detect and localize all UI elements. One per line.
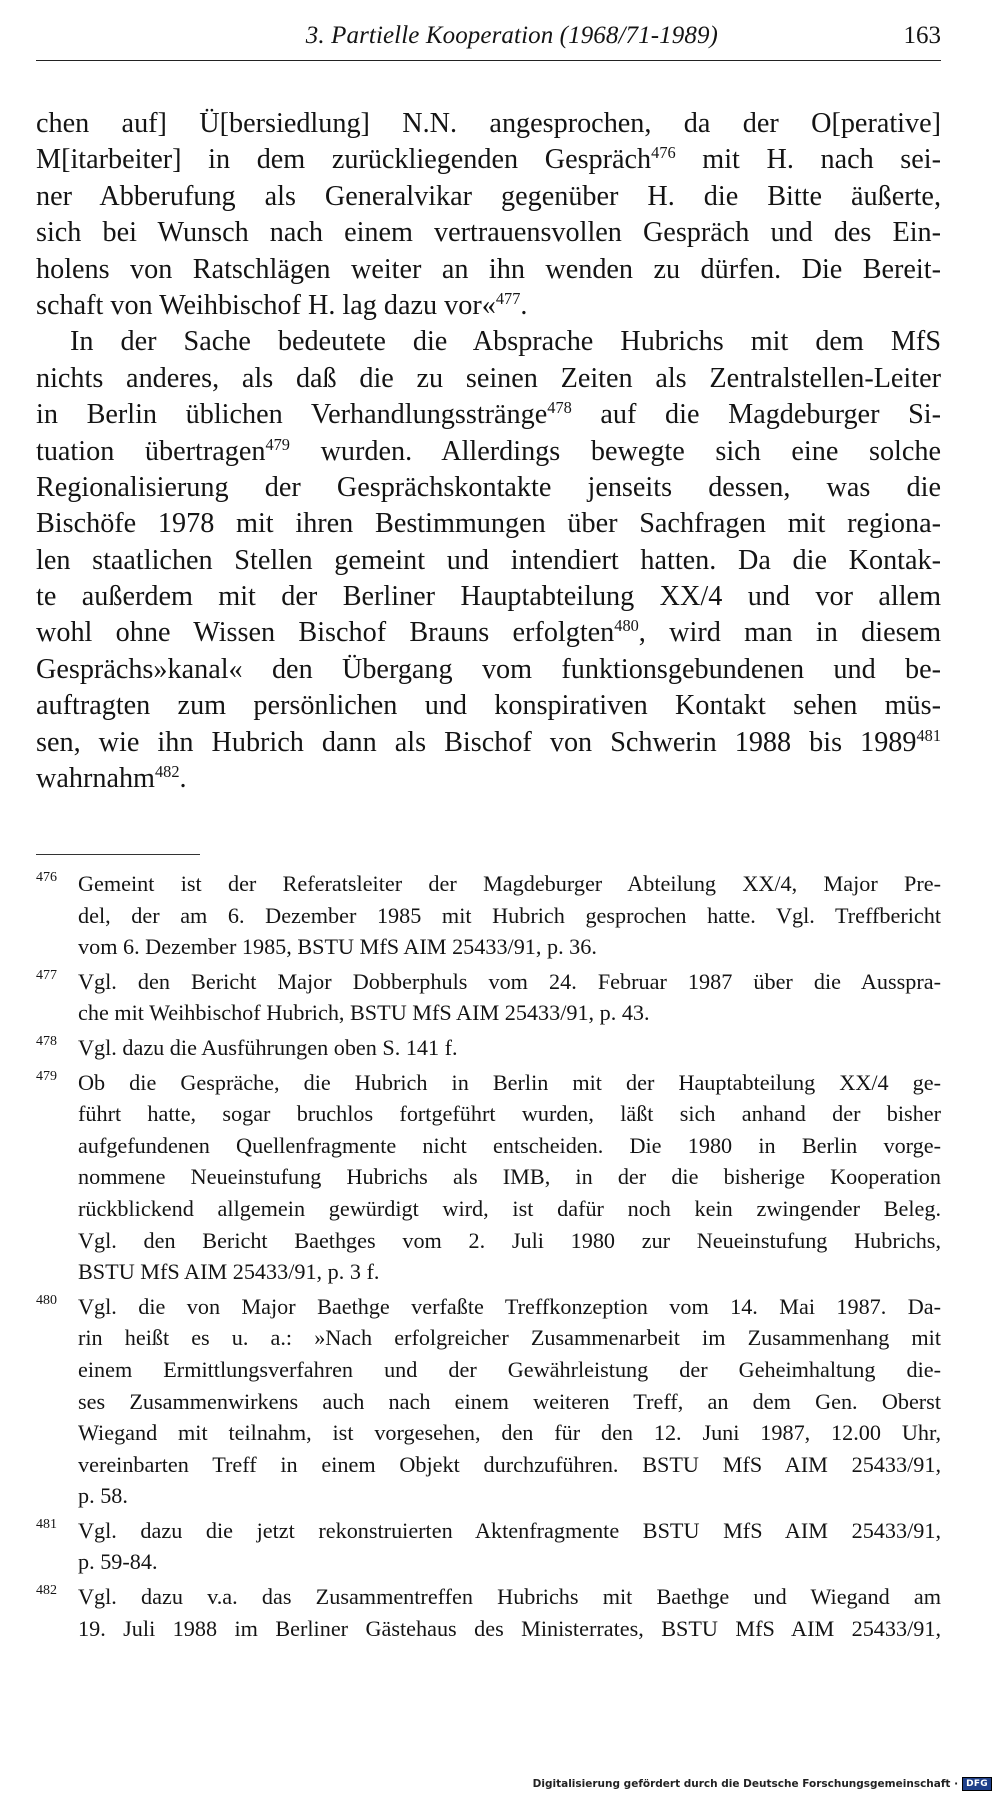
- footnote-number: 481: [36, 1516, 57, 1532]
- text-line: Vgl. dazu die Ausführungen oben S. 141 f.: [78, 1034, 458, 1060]
- text-line: in Berlin üblichen Verhandlungsstränge$^{478}$ auf die Magdeburger Si-: [36, 397, 941, 431]
- text-line: sen, wie ihn Hubrich dann als Bischof von Schwerin 1988 bis 1989$^{481}$: [36, 725, 941, 758]
- text-line: p. 59-84.: [78, 1549, 158, 1575]
- text-line: vom 6. Dezember 1985, BSTU MfS AIM 25433/91, p. 36.: [78, 934, 597, 960]
- footnote: [36, 1581, 941, 1644]
- text-line: Vgl. dazu v.a. das Zusammentreffen Hubrichs mit Baethge und Wiegand am: [78, 1584, 941, 1610]
- text-line: len staatlichen Stellen gemeint und intendiert hatten. Da die Kontak-: [36, 544, 941, 576]
- footnote-reference[interactable]: 479: [265, 434, 290, 454]
- footnote-reference[interactable]: 476: [651, 143, 676, 163]
- text-line: wohl ohne Wissen Bischof Brauns erfolgten$^{480}$, wird man in diesem: [36, 616, 941, 649]
- dfg-logo: DFG: [962, 1777, 992, 1791]
- footnote-number: 476: [36, 870, 57, 885]
- text-line: schaft von Weihbischof H. lag dazu vor«$^{477}$.: [36, 288, 528, 321]
- text-line: tuation übertragen$^{479}$ wurden. Allerdings bewegte sich eine solche: [36, 434, 941, 467]
- text-line: BSTU MfS AIM 25433/91, p. 3 f.: [78, 1259, 380, 1285]
- text-line: ner Abberufung als Generalvikar gegenüber H. die Bitte äußerte,: [36, 180, 941, 212]
- text-line: chen auf] Ü[bersiedlung] N.N. angesprochen, da der O[perative]: [36, 108, 941, 139]
- footnote-reference[interactable]: 477: [495, 288, 521, 308]
- text-line: rin heißt es u. a.: »Nach erfolgreicher Zusammenarbeit im Zusammenhang mit: [78, 1325, 941, 1351]
- paragraph: [36, 106, 941, 324]
- text-line: Vgl. den Bericht Baethges vom 2. Juli 1980 zur Neueinstufung Hubrichs,: [78, 1227, 941, 1253]
- page-header: [36, 18, 941, 61]
- footnote: [36, 1291, 941, 1512]
- text-line: rückblickend allgemein gewürdigt wird, ist dafür noch kein zwingender Beleg.: [78, 1195, 941, 1221]
- page-number: 163: [903, 22, 941, 49]
- credit-text: Digitalisierung gefördert durch die Deutsche Forschungsgemeinschaft ·: [532, 1778, 959, 1790]
- text-line: einem Ermittlungsverfahren und der Gewährleistung der Geheimhaltung die-: [78, 1356, 941, 1382]
- footnote-reference[interactable]: 481: [916, 725, 941, 745]
- running-title: 3. Partielle Kooperation (1968/71-1989): [305, 22, 718, 49]
- text-line: 19. Juli 1988 im Berliner Gästehaus des Ministerrates, BSTU MfS AIM 25433/91,: [78, 1615, 941, 1641]
- text-line: Gemeint ist der Referatsleiter der Magdeburger Abteilung XX/4, Major Pre-: [78, 871, 941, 896]
- footnote-number: 477: [36, 967, 57, 983]
- footnote-number: 479: [36, 1068, 57, 1084]
- footnote-number: 480: [36, 1292, 57, 1308]
- text-line: del, der am 6. Dezember 1985 mit Hubrich gesprochen hatte. Vgl. Treffbericht: [78, 902, 941, 928]
- text-line: Gesprächs»kanal« den Übergang vom funktionsgebundenen und be-: [36, 653, 941, 685]
- digitization-credit: [533, 1777, 992, 1791]
- text-line: sich bei Wunsch nach einem vertrauensvollen Gespräch und des Ein-: [36, 217, 941, 249]
- text-line: auftragten zum persönlichen und konspirativen Kontakt sehen müs-: [36, 690, 941, 722]
- footnote-number: 482: [36, 1583, 57, 1599]
- footnote: [36, 1515, 941, 1578]
- text-line: Vgl. die von Major Baethge verfaßte Treffkonzeption vom 14. Mai 1987. Da-: [78, 1293, 941, 1319]
- footnote: [36, 966, 941, 1029]
- text-line: Ob die Gespräche, die Hubrich in Berlin mit der Hauptabteilung XX/4 ge-: [78, 1069, 941, 1095]
- text-line: holens von Ratschlägen weiter an ihn wenden zu dürfen. Die Bereit-: [36, 253, 941, 285]
- footnote-reference[interactable]: 480: [614, 616, 639, 636]
- footnotes: [36, 868, 941, 1647]
- footnote-number: 478: [36, 1033, 57, 1049]
- text-line: Bischöfe 1978 mit ihren Bestimmungen über Sachfragen mit regiona-: [36, 508, 941, 540]
- text-line: nichts anderes, als daß die zu seinen Zeiten als Zentralstellen-Leiter: [36, 362, 941, 394]
- text-line: nommene Neueinstufung Hubrichs als IMB, in der die bisherige Kooperation: [78, 1164, 941, 1190]
- text-line: aufgefundenen Quellenfragmente nicht entscheiden. Die 1980 in Berlin vorge-: [78, 1132, 941, 1158]
- text-line: p. 58.: [78, 1483, 128, 1509]
- paragraph: [36, 324, 941, 797]
- footnote: [36, 1032, 941, 1064]
- body-text: [36, 106, 941, 797]
- text-line: vereinbarten Treff in einem Objekt durchzuführen. BSTU MfS AIM 25433/91,: [78, 1451, 941, 1477]
- text-line: che mit Weihbischof Hubrich, BSTU MfS AIM 25433/91, p. 43.: [78, 1000, 650, 1026]
- text-line: Wiegand mit teilnahm, ist vorgesehen, den für den 12. Juni 1987, 12.00 Uhr,: [78, 1420, 941, 1446]
- text-line: führt hatte, sogar bruchlos fortgeführt wurden, läßt sich anhand der bisher: [78, 1101, 941, 1127]
- text-line: Vgl. den Bericht Major Dobberphuls vom 24. Februar 1987 über die Ausspra-: [78, 968, 941, 994]
- footnote-reference[interactable]: 482: [154, 761, 180, 781]
- text-line: Regionalisierung der Gesprächskontakte jenseits dessen, was die: [36, 471, 941, 503]
- footnote-reference[interactable]: 478: [547, 397, 572, 417]
- text-line: M[itarbeiter] in dem zurückliegenden Gespräch$^{476}$ mit H. nach sei-: [36, 143, 941, 176]
- text-line: ses Zusammenwirkens auch nach einem weiteren Treff, an dem Gen. Oberst: [78, 1388, 941, 1414]
- text-line: In der Sache bedeutete die Absprache Hubrichs mit dem MfS: [70, 326, 941, 358]
- text-line: te außerdem mit der Berliner Hauptabteilung XX/4 und vor allem: [36, 581, 941, 613]
- text-line: Vgl. dazu die jetzt rekonstruierten Aktenfragmente BSTU MfS AIM 25433/91,: [78, 1517, 941, 1543]
- footnote: [36, 1067, 941, 1288]
- footnote-separator: [36, 854, 200, 855]
- text-line: wahrnahm$^{482}$.: [36, 761, 187, 795]
- footnote: [36, 868, 941, 963]
